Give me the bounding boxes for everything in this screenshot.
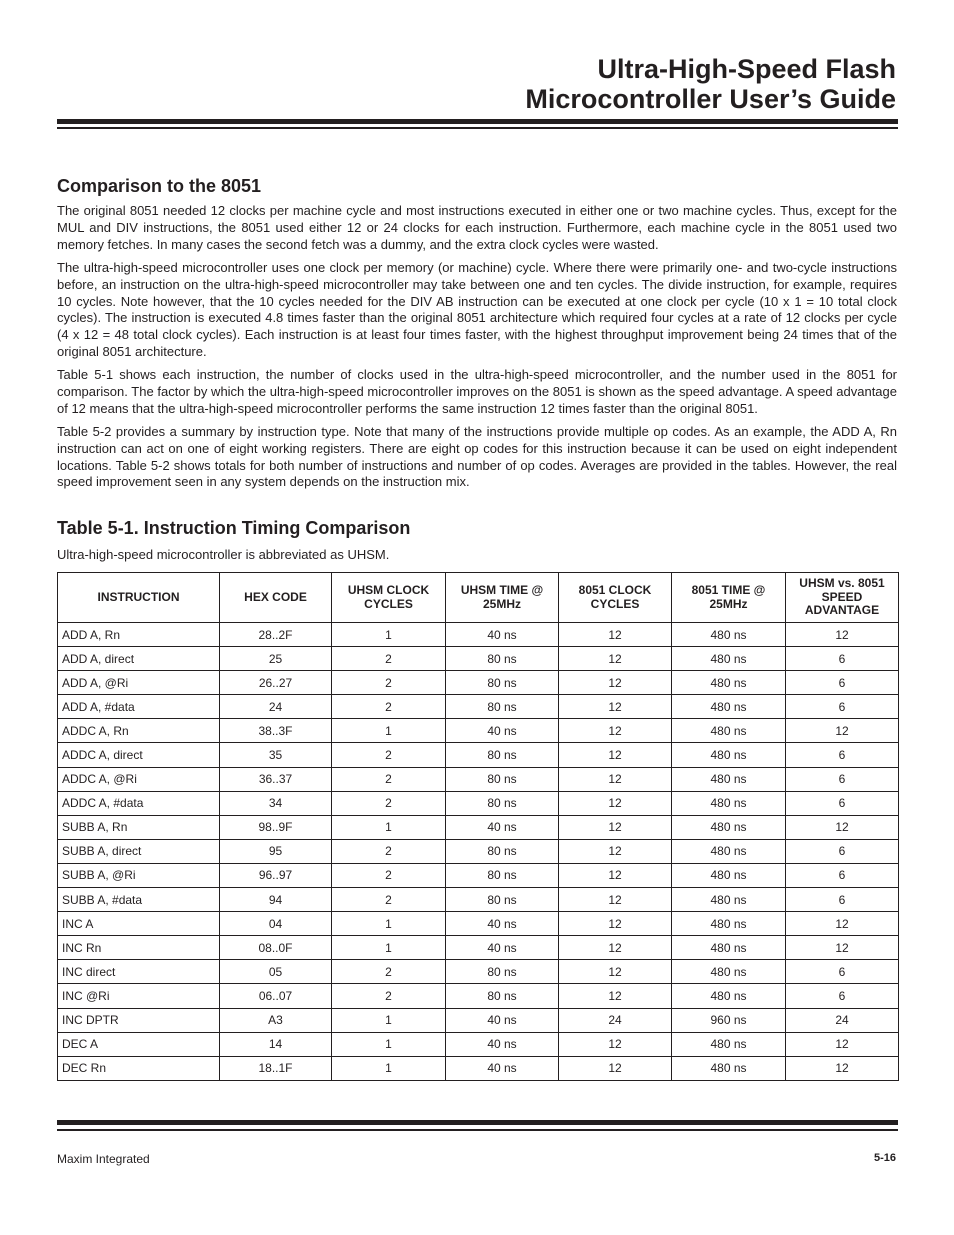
- table-cell: 2: [332, 839, 446, 863]
- table-cell: 98..9F: [220, 815, 332, 839]
- table-cell: 1: [332, 719, 446, 743]
- table-cell: 38..3F: [220, 719, 332, 743]
- table-row: [58, 1032, 899, 1056]
- section-heading: Comparison to the 8051: [57, 176, 262, 196]
- table-row: [58, 936, 899, 960]
- table-row: [58, 1008, 899, 1032]
- table-cell: 36..37: [220, 767, 332, 791]
- table-cell: 40 ns: [446, 719, 559, 743]
- table-cell: 35: [220, 743, 332, 767]
- table-cell: 2: [332, 984, 446, 1008]
- table-cell: 28..2F: [220, 623, 332, 647]
- column-header: UHSM CLOCK CYCLES: [332, 573, 446, 623]
- table-cell: 80 ns: [446, 647, 559, 671]
- table-cell: 80 ns: [446, 960, 559, 984]
- table-cell: 12: [786, 719, 899, 743]
- table-cell: 40 ns: [446, 815, 559, 839]
- table-cell: 1: [332, 1008, 446, 1032]
- table-cell: ADDC A, @Ri: [58, 767, 220, 791]
- table-cell: 1: [332, 1032, 446, 1056]
- table-cell: 2: [332, 671, 446, 695]
- table-cell: 480 ns: [672, 1032, 786, 1056]
- header-rule-thin: [57, 127, 898, 129]
- table-cell: 25: [220, 647, 332, 671]
- table-cell: 12: [786, 912, 899, 936]
- table-cell: 6: [786, 839, 899, 863]
- table-row: [58, 863, 899, 887]
- table-cell: 12: [559, 671, 672, 695]
- table-cell: 26..27: [220, 671, 332, 695]
- table-cell: 1: [332, 936, 446, 960]
- table-cell: 480 ns: [672, 984, 786, 1008]
- table-cell: 1: [332, 815, 446, 839]
- table-cell: 12: [786, 936, 899, 960]
- table-cell: 12: [559, 863, 672, 887]
- table-row: [58, 984, 899, 1008]
- table-cell: 40 ns: [446, 1032, 559, 1056]
- table-cell: 04: [220, 912, 332, 936]
- table-row: [58, 839, 899, 863]
- table-cell: 12: [559, 719, 672, 743]
- table-cell: 480 ns: [672, 623, 786, 647]
- table-cell: 480 ns: [672, 695, 786, 719]
- table-cell: 6: [786, 671, 899, 695]
- table-cell: 24: [220, 695, 332, 719]
- table-cell: 12: [559, 623, 672, 647]
- table-heading: Table 5-1. Instruction Timing Comparison: [57, 518, 411, 538]
- table-cell: 480 ns: [672, 791, 786, 815]
- document-title: [525, 54, 896, 114]
- table-cell: 12: [559, 888, 672, 912]
- table-cell: 2: [332, 767, 446, 791]
- table-cell: 34: [220, 791, 332, 815]
- table-cell: 80 ns: [446, 767, 559, 791]
- table-cell: 12: [786, 1056, 899, 1080]
- table-header-row: [58, 573, 899, 623]
- table-cell: 24: [786, 1008, 899, 1032]
- title-line-1: Ultra-High-Speed Flash: [597, 54, 896, 84]
- table-cell: 40 ns: [446, 912, 559, 936]
- footer-rule-thick: [57, 1120, 898, 1125]
- table-cell: 80 ns: [446, 984, 559, 1008]
- table-cell: 40 ns: [446, 1056, 559, 1080]
- column-header: INSTRUCTION: [58, 573, 220, 623]
- table-cell: 80 ns: [446, 695, 559, 719]
- table-cell: INC DPTR: [58, 1008, 220, 1032]
- table-cell: 2: [332, 743, 446, 767]
- table-cell: 6: [786, 767, 899, 791]
- table-cell: 480 ns: [672, 815, 786, 839]
- table-cell: 12: [786, 1032, 899, 1056]
- table-cell: 6: [786, 743, 899, 767]
- table-cell: 24: [559, 1008, 672, 1032]
- table-cell: 40 ns: [446, 936, 559, 960]
- table-cell: INC A: [58, 912, 220, 936]
- table-cell: SUBB A, Rn: [58, 815, 220, 839]
- table-cell: 480 ns: [672, 912, 786, 936]
- table-cell: 80 ns: [446, 791, 559, 815]
- table-cell: 12: [559, 647, 672, 671]
- table-row: [58, 960, 899, 984]
- table-cell: 480 ns: [672, 743, 786, 767]
- table-cell: 2: [332, 863, 446, 887]
- table-cell: ADD A, direct: [58, 647, 220, 671]
- table-cell: 12: [559, 839, 672, 863]
- table-cell: 12: [559, 695, 672, 719]
- title-line-2: Microcontroller User’s Guide: [525, 84, 896, 114]
- table-cell: 12: [786, 623, 899, 647]
- table-cell: 1: [332, 623, 446, 647]
- table-cell: 80 ns: [446, 743, 559, 767]
- table-cell: 2: [332, 960, 446, 984]
- table-row: [58, 719, 899, 743]
- table-row: [58, 912, 899, 936]
- table-cell: 480 ns: [672, 936, 786, 960]
- table-cell: 2: [332, 695, 446, 719]
- table-cell: 14: [220, 1032, 332, 1056]
- table-cell: 2: [332, 791, 446, 815]
- table-cell: 40 ns: [446, 623, 559, 647]
- table-cell: 12: [559, 1032, 672, 1056]
- table-note: Ultra-high-speed microcontroller is abbreviated as UHSM.: [57, 547, 390, 562]
- table-cell: ADD A, Rn: [58, 623, 220, 647]
- table-cell: 6: [786, 888, 899, 912]
- table-row: [58, 647, 899, 671]
- table-cell: 12: [786, 815, 899, 839]
- table-cell: 12: [559, 767, 672, 791]
- table-row: [58, 671, 899, 695]
- column-header: UHSM TIME @ 25MHz: [446, 573, 559, 623]
- table-cell: 480 ns: [672, 671, 786, 695]
- table-cell: 480 ns: [672, 839, 786, 863]
- table-cell: 80 ns: [446, 839, 559, 863]
- table-cell: 480 ns: [672, 888, 786, 912]
- column-header: HEX CODE: [220, 573, 332, 623]
- table-cell: 95: [220, 839, 332, 863]
- table-cell: 05: [220, 960, 332, 984]
- table-body: [58, 623, 899, 1081]
- paragraph-2: The ultra-high-speed microcontroller uses one clock per memory (or machine) cycle. Where there were primarily one- and two-cycle instructions before, an instruction on the ultra-high-speed microcontroller may take between one and ten cycles. The divide instruction, for example, requires 10 cycles. Note however, that the 10 cycles needed for the DIV AB instruction can be executed at one clock per cycle (10 x 1 = 10 total clock cycles). The instruction is executed 4.8 times faster than the original 8051 architecture which required four cycles at a rate of 12 clocks per cycle (4 x 12 = 48 total clock cycles). Each instruction is at least four times faster, with the highest throughput improvement being 24 times that of the original 8051 architecture.: [57, 260, 897, 359]
- footer-page-number: 5-16: [873, 1152, 896, 1164]
- table-cell: 2: [332, 888, 446, 912]
- table-cell: 94: [220, 888, 332, 912]
- table-cell: ADD A, @Ri: [58, 671, 220, 695]
- column-header: 8051 TIME @ 25MHz: [672, 573, 786, 623]
- footer-company: Maxim Integrated: [57, 1152, 150, 1166]
- paragraph-1: The original 8051 needed 12 clocks per machine cycle and most instructions executed in either one or two machine cycles. Thus, except for the MUL and DIV instructions, the 8051 used either 12 or 24 clocks for each instruction. Furthermore, each machine cycle in the 8051 used two memory fetches. In many cases the second fetch was a dummy, and the extra clock cycles were wasted.: [57, 203, 897, 252]
- column-header: 8051 CLOCK CYCLES: [559, 573, 672, 623]
- table-cell: DEC Rn: [58, 1056, 220, 1080]
- table-cell: INC Rn: [58, 936, 220, 960]
- table-cell: 480 ns: [672, 767, 786, 791]
- table-cell: 480 ns: [672, 719, 786, 743]
- table-cell: 06..07: [220, 984, 332, 1008]
- table-cell: DEC A: [58, 1032, 220, 1056]
- table-cell: 12: [559, 984, 672, 1008]
- table-cell: ADDC A, #data: [58, 791, 220, 815]
- column-header: UHSM vs. 8051 SPEED ADVANTAGE: [786, 573, 899, 623]
- table-cell: ADD A, #data: [58, 695, 220, 719]
- table-cell: 480 ns: [672, 863, 786, 887]
- table-row: [58, 767, 899, 791]
- table-cell: 12: [559, 960, 672, 984]
- table-row: [58, 888, 899, 912]
- table-cell: SUBB A, direct: [58, 839, 220, 863]
- table-cell: 6: [786, 791, 899, 815]
- table-cell: ADDC A, Rn: [58, 719, 220, 743]
- table-cell: 480 ns: [672, 960, 786, 984]
- table-cell: 1: [332, 912, 446, 936]
- table-cell: 6: [786, 695, 899, 719]
- table-cell: SUBB A, @Ri: [58, 863, 220, 887]
- table-cell: 2: [332, 647, 446, 671]
- table-cell: 08..0F: [220, 936, 332, 960]
- table-cell: 80 ns: [446, 671, 559, 695]
- table-cell: A3: [220, 1008, 332, 1032]
- table-cell: SUBB A, #data: [58, 888, 220, 912]
- table-cell: 960 ns: [672, 1008, 786, 1032]
- paragraph-4: Table 5-2 provides a summary by instruction type. Note that many of the instructions provide multiple op codes. As an example, the ADD A, Rn instruction can act on one of eight working registers. There are eight op codes for this instruction because it can be used on eight independent locations. Table 5-2 shows totals for both number of instructions and number of op codes. Averages are provided in the tables. However, the real speed improvement seen in any system depends on the instruction mix.: [57, 424, 897, 490]
- table-row: [58, 695, 899, 719]
- table-cell: 12: [559, 791, 672, 815]
- table-cell: 18..1F: [220, 1056, 332, 1080]
- table-cell: 40 ns: [446, 1008, 559, 1032]
- table-row: [58, 815, 899, 839]
- table-cell: 1: [332, 1056, 446, 1080]
- table-row: [58, 743, 899, 767]
- table-cell: 12: [559, 1056, 672, 1080]
- table-cell: 80 ns: [446, 863, 559, 887]
- header-rule-thick: [57, 119, 898, 124]
- table-cell: 6: [786, 863, 899, 887]
- table-cell: 480 ns: [672, 1056, 786, 1080]
- table-cell: 6: [786, 647, 899, 671]
- table-cell: INC direct: [58, 960, 220, 984]
- table-cell: 12: [559, 815, 672, 839]
- table-cell: 96..97: [220, 863, 332, 887]
- table-cell: 12: [559, 743, 672, 767]
- table-cell: 12: [559, 936, 672, 960]
- instruction-timing-table: [57, 572, 899, 1081]
- table-cell: 12: [559, 912, 672, 936]
- footer-rule-thin: [57, 1129, 898, 1131]
- table-cell: 480 ns: [672, 647, 786, 671]
- table-cell: INC @Ri: [58, 984, 220, 1008]
- table-cell: 80 ns: [446, 888, 559, 912]
- table-cell: ADDC A, direct: [58, 743, 220, 767]
- table-cell: 6: [786, 960, 899, 984]
- table-row: [58, 623, 899, 647]
- paragraph-3: Table 5-1 shows each instruction, the number of clocks used in the ultra-high-speed microcontroller, and the number used in the 8051 for comparison. The factor by which the ultra-high-speed microcontroller improves on the 8051 is shown as the speed advantage. A speed advantage of 12 means that the ultra-high-speed microcontroller performs the same instruction 12 times faster than the original 8051.: [57, 367, 897, 416]
- table-row: [58, 791, 899, 815]
- table-cell: 6: [786, 984, 899, 1008]
- table-row: [58, 1056, 899, 1080]
